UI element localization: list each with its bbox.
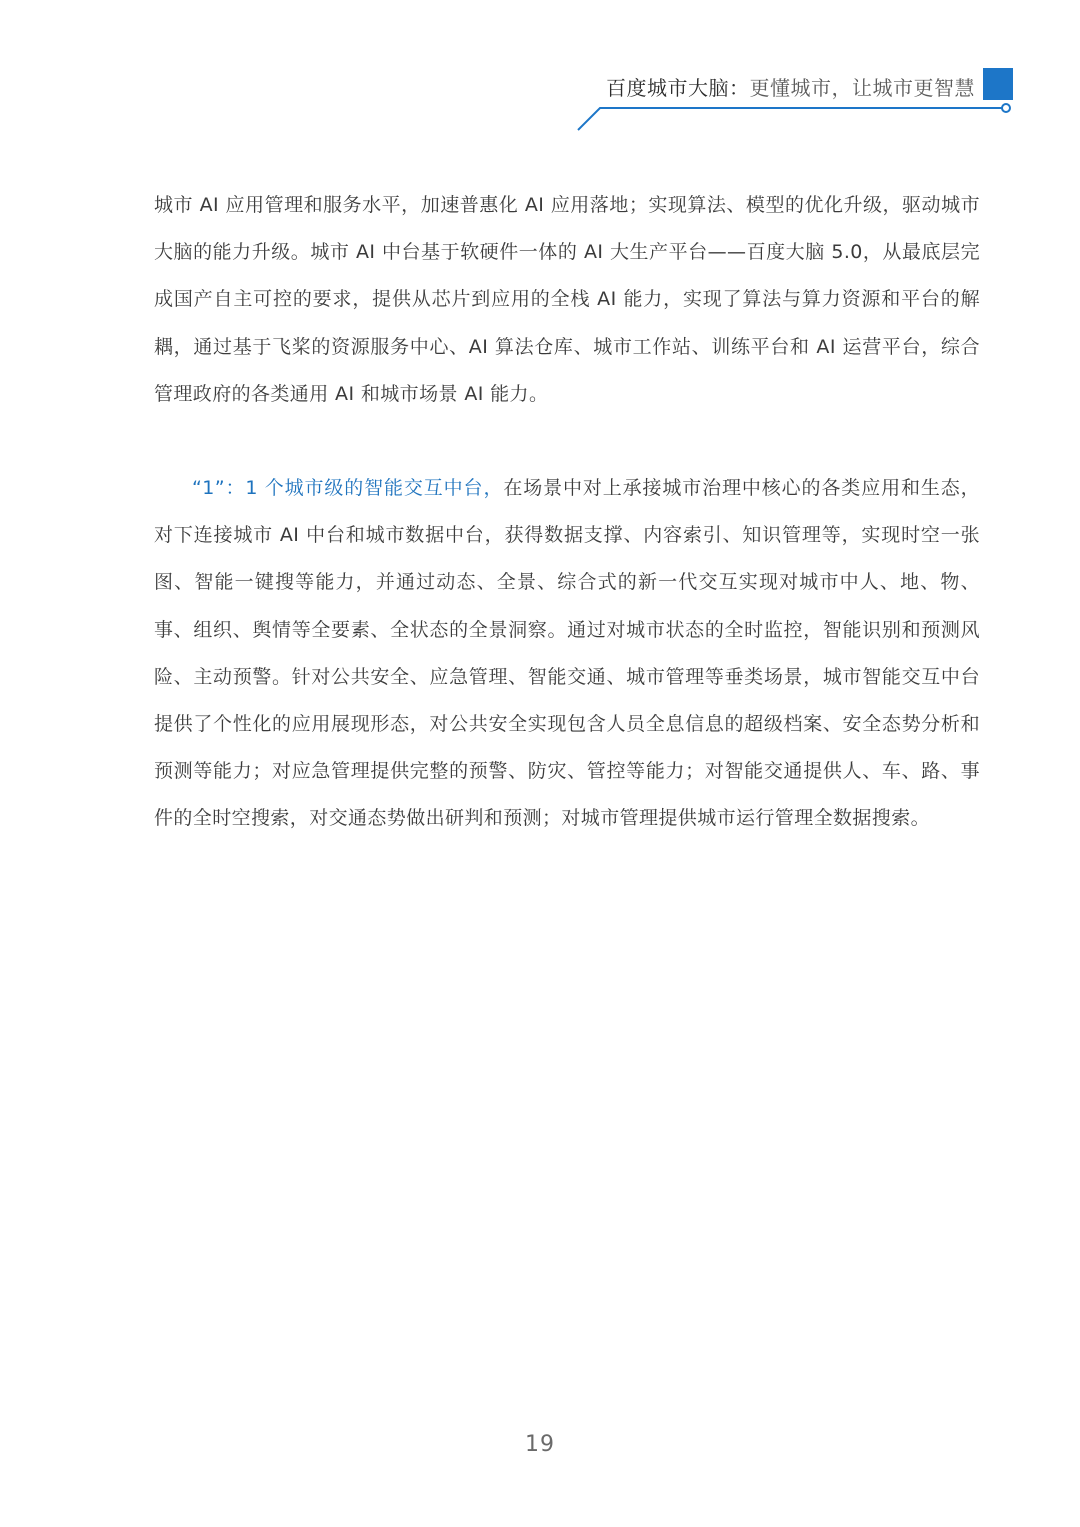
main-content bbox=[154, 182, 980, 843]
page-header bbox=[0, 0, 1080, 140]
header-slogan: 更懂城市，让城市更智慧 bbox=[749, 76, 975, 100]
body-paragraph-2 bbox=[154, 465, 980, 843]
body-paragraph-1: 城市 AI 应用管理和服务水平，加速普惠化 AI 应用落地；实现算法、模型的优化升级，驱动城市大脑的能力升级。城市 AI 中台基于软硬件一体的 AI 大生产平台——百度大脑 5.0，从最底层完成国产自主可控的要求，提供从芯片到应用的全栈 AI 能力，实现了算法与算力资源和平台的解耦，通过基于飞桨的资源服务中心、AI 算法仓库、城市工作站、训练平台和 AI 运营平台，综合管理政府的各类通用 AI 和城市场景 AI 能力。 bbox=[154, 194, 980, 405]
header-brand: 百度城市大脑： bbox=[606, 76, 750, 100]
header-decor-line bbox=[0, 0, 1080, 140]
paragraph-2-text: 在场景中对上承接城市治理中核心的各类应用和生态，对下连接城市 AI 中台和城市数据中台，获得数据支撑、内容索引、知识管理等，实现时空一张图、智能一键搜等能力，并通过动态、全景、综合式的新一代交互实现对城市中人、地、物、事、组织、舆情等全要素、全状态的全景洞察。通过对城市状态的全时监控，智能识别和预测风险、主动预警。针对公共安全、应急管理、智能交通、城市管理等垂类场景，城市智能交互中台提供了个性化的应用展现形态，对公共安全实现包含人员全息信息的超级档案、安全态势分析和预测等能力；对应急管理提供完整的预警、防灾、管控等能力；对智能交通提供人、车、路、事件的全时空搜索，对交通态势做出研判和预测；对城市管理提供城市运行管理全数据搜索。 bbox=[154, 477, 980, 830]
page-number: 19 bbox=[525, 1432, 555, 1457]
paragraph-2-heading: “1”：1 个城市级的智能交互中台， bbox=[192, 477, 504, 500]
